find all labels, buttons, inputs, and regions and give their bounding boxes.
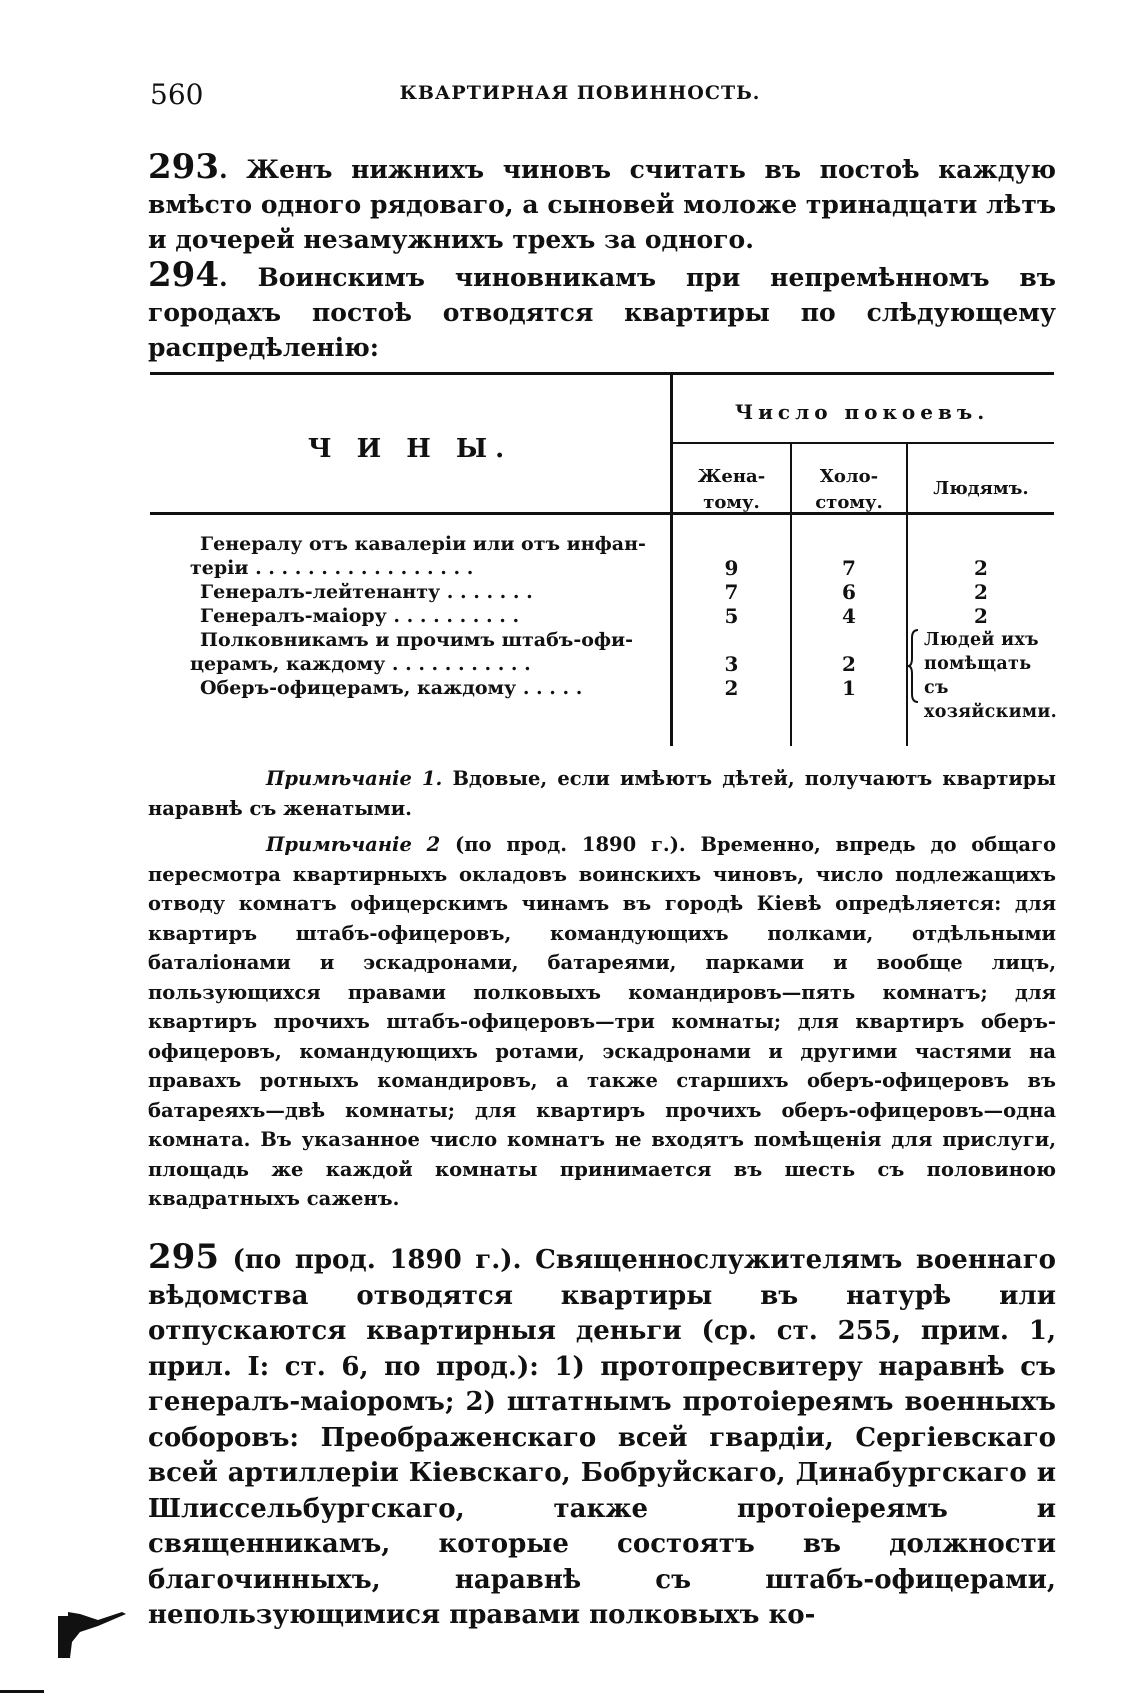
- column-header-married: [673, 464, 790, 516]
- header-line: тому.: [703, 492, 760, 513]
- column-header-ranks: Ч И Н Ы.: [307, 434, 513, 464]
- servants-note: [924, 628, 1056, 724]
- column-header-servants: Людямъ.: [933, 478, 1029, 499]
- article-text: . Воинскимъ чиновникамъ при непремѣнномъ въ городахъ постоѣ отводятся квартиры по слѣдующему распредѣленію:: [148, 263, 1056, 362]
- row-name-line: Полковникамъ и прочимъ штабъ-офи-: [200, 629, 634, 651]
- article-293: [148, 147, 1056, 257]
- table-row-name: [190, 532, 665, 580]
- cell-servants: 2: [974, 556, 988, 580]
- table-row-name: Оберъ-офицерамъ, каждому . . . . .: [200, 677, 583, 699]
- article-294: [148, 255, 1056, 365]
- article-295: [148, 1237, 1056, 1634]
- column-header-single: [792, 464, 906, 516]
- table-row-name: [190, 628, 665, 676]
- note-line: помѣщать съ: [924, 654, 1032, 698]
- cell-single: 7: [842, 556, 856, 580]
- header-line: стому.: [815, 492, 883, 513]
- brace-icon: [908, 628, 924, 704]
- note-line: хозяйскими.: [924, 702, 1058, 722]
- edge-rule: [0, 1690, 44, 1693]
- table-top-rule: [150, 372, 1054, 375]
- article-text: . Женъ нижнихъ чиновъ считать въ постоѣ каждую вмѣсто одного рядоваго, а сыновей моложе тринадцати лѣтъ и дочерей незамужнихъ трехъ за одного.: [148, 155, 1056, 254]
- note-text: Вдовые, если имѣютъ дѣтей, получаютъ квартиры наравнѣ съ женатыми.: [148, 767, 1056, 820]
- cell-married: 9: [724, 556, 739, 580]
- table-row-name: Генералъ-маіору . . . . . . . . . .: [200, 605, 520, 627]
- cell-single: 4: [842, 604, 856, 628]
- cell-married: 7: [724, 580, 739, 604]
- note-2: [148, 830, 1056, 1214]
- cell-single: 1: [842, 676, 856, 700]
- header-line: Холо-: [819, 466, 879, 487]
- table-hline: [673, 442, 1054, 444]
- table-row-name: Генералъ-лейтенанту . . . . . . .: [200, 581, 533, 603]
- note-text: (по прод. 1890 г.). Временно, впредь до общаго пересмотра квартирныхъ окладовъ воинскихъ чиновъ, число подлежащихъ отводу комнатъ офицерскимъ чинамъ въ городѣ Кіевѣ опредѣляется: для квартиръ штабъ-офицеровъ, командующихъ полками, отдѣльными баталіонами и эскадронами, батареями, парками и вообще лицъ, пользующихся правами полковыхъ командировъ—пять комнатъ; для квартиръ прочихъ штабъ-офицеровъ—три комнаты; для квартиръ оберъ-офицеровъ, командующихъ ротами, эскадронами и другими частями на правахъ ротныхъ командировъ, а также старшихъ оберъ-офицеровъ въ батареяхъ—двѣ комнаты; для квартиръ прочихъ оберъ-офицеровъ—одна комната. Въ указанное число комнатъ не входятъ помѣщенія для прислуги, площадь же каждой комнаты принимается въ шесть съ половиною квадратныхъ саженъ.: [148, 833, 1056, 1210]
- article-number: 295: [148, 1237, 219, 1277]
- cell-married: 3: [724, 652, 739, 676]
- note-1: [148, 764, 1056, 823]
- article-text: (по прод. 1890 г.). Священнослужителямъ военнаго вѣдомства отводятся квартиры въ натурѣ или отпускаются квартирныя деньги (ср. ст. 255, прим. 1, прил. I: ст. 6, по прод.): 1) протопресвитеру наравнѣ съ генералъ-маіоромъ; 2) штатнымъ протоіереямъ военныхъ соборовъ: Преображенскаго всей гвардіи, Сергіевскаго всей артиллеріи Кіевскаго, Бобруйскаго, Динабургскаго и Шлиссельбургскаго, также протоіереямъ и священникамъ, которые состоятъ въ должности благочинныхъ, наравнѣ съ штабъ-офицерами, непользующимися правами полковыхъ ко-: [148, 1245, 1056, 1630]
- cell-servants: 2: [974, 604, 988, 628]
- cell-married: 5: [724, 604, 739, 628]
- column-header-rooms: Число покоевъ.: [734, 400, 990, 424]
- scan-mark-icon: [58, 1612, 126, 1658]
- header-line: Жена-: [697, 466, 766, 487]
- cell-married: 2: [724, 676, 739, 700]
- row-name-line: Генералу отъ кавалеріи или отъ инфан-: [200, 533, 646, 555]
- row-name-line: теріи . . . . . . . . . . . . . . . . .: [190, 557, 474, 579]
- table-header-rule: [150, 512, 1054, 515]
- article-number: 293: [148, 147, 219, 187]
- running-header: КВАРТИРНАЯ ПОВИННОСТЬ.: [399, 82, 761, 104]
- article-number: 294: [148, 255, 219, 295]
- cell-servants: 2: [974, 580, 988, 604]
- ranks-table: [150, 372, 1058, 746]
- note-label: Примѣчаніе 2: [266, 833, 441, 856]
- cell-single: 6: [842, 580, 856, 604]
- cell-single: 2: [842, 652, 856, 676]
- note-label: Примѣчаніе 1.: [266, 767, 443, 790]
- row-name-line: церамъ, каждому . . . . . . . . . . .: [190, 653, 531, 675]
- note-line: Людей ихъ: [924, 630, 1039, 650]
- page-number: 560: [150, 78, 204, 111]
